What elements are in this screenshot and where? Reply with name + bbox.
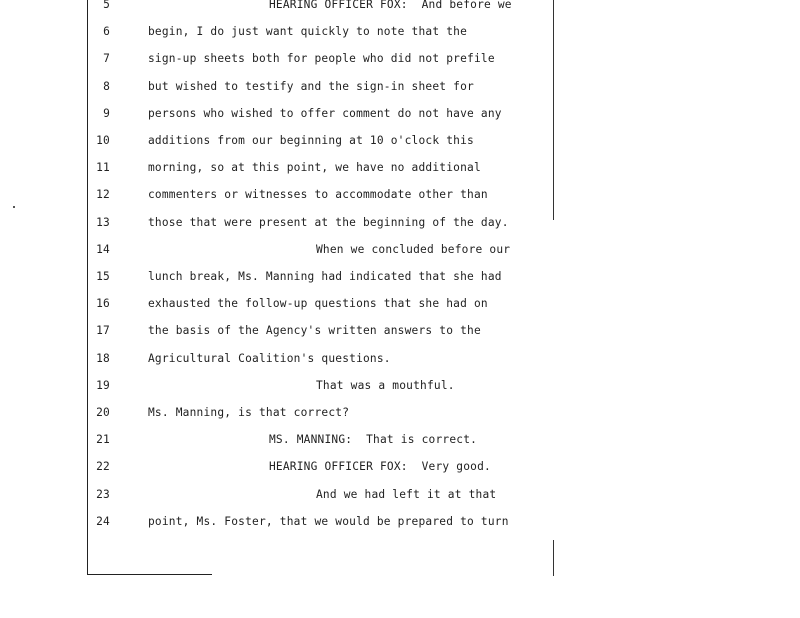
line-text: begin, I do just want quickly to note that the	[148, 25, 468, 39]
transcript-line	[0, 270, 800, 290]
line-text: lunch break, Ms. Manning had indicated that she had	[148, 270, 502, 283]
transcript-line	[0, 188, 800, 208]
line-text: Ms. Manning, is that correct?	[148, 406, 350, 419]
transcript-line	[0, 324, 800, 344]
transcript-line	[0, 488, 800, 508]
line-text: morning, so at this point, we have no additional	[148, 161, 481, 175]
line-number: 10	[96, 134, 110, 147]
line-text: And we had left it at that	[316, 487, 497, 501]
line-number: 13	[96, 215, 110, 229]
line-number: 15	[96, 270, 110, 283]
bottom-rule	[87, 574, 212, 575]
transcript-line	[0, 161, 800, 181]
line-text: HEARING OFFICER FOX: Very good.	[269, 460, 491, 474]
line-text: the basis of the Agency's written answers to the	[148, 324, 481, 338]
transcript-line	[0, 107, 800, 127]
line-text: commenters or witnesses to accommodate other than	[148, 188, 488, 202]
line-number: 19	[96, 378, 110, 392]
line-number: 9	[103, 106, 110, 120]
line-text: When we concluded before our	[316, 242, 511, 256]
line-number: 24	[96, 514, 110, 528]
line-text: MS. MANNING: That is correct.	[269, 433, 478, 447]
right-margin-rule-lower	[553, 540, 554, 576]
transcript-line	[0, 406, 800, 426]
transcript-line	[0, 352, 800, 372]
line-number: 6	[103, 25, 110, 39]
transcript-line	[0, 134, 800, 154]
line-number: 22	[96, 460, 110, 474]
line-number: 11	[96, 161, 110, 175]
line-number: 7	[103, 52, 110, 66]
line-text: exhausted the follow-up questions that she had on	[148, 297, 488, 311]
line-number: 20	[96, 406, 110, 419]
line-text: those that were present at the beginning of the day.	[148, 215, 509, 229]
transcript-line	[0, 52, 800, 72]
transcript-line	[0, 433, 800, 453]
line-number: 18	[96, 351, 110, 365]
line-text: additions from our beginning at 10 o'clock this	[148, 134, 474, 147]
line-number: 14	[96, 242, 110, 256]
transcript-line	[0, 216, 800, 236]
transcript-line	[0, 0, 800, 18]
line-number: 12	[96, 188, 110, 202]
line-number: 16	[96, 297, 110, 311]
transcript-line	[0, 80, 800, 100]
transcript-line	[0, 460, 800, 480]
line-text: persons who wished to offer comment do not have any	[148, 106, 502, 120]
line-number: 23	[96, 487, 110, 501]
line-text: but wished to testify and the sign-in sheet for	[148, 79, 474, 93]
line-text: HEARING OFFICER FOX: And before we	[269, 0, 512, 11]
line-text: That was a mouthful.	[316, 378, 455, 392]
line-text: point, Ms. Foster, that we would be prepared to turn	[148, 514, 509, 528]
transcript-line	[0, 515, 800, 535]
line-text: sign-up sheets both for people who did not prefile	[148, 52, 495, 66]
transcript-line	[0, 379, 800, 399]
line-number: 5	[103, 0, 110, 11]
line-number: 8	[103, 79, 110, 93]
transcript-line	[0, 297, 800, 317]
line-number: 17	[96, 324, 110, 338]
line-text: Agricultural Coalition's questions.	[148, 351, 391, 365]
transcript-line	[0, 25, 800, 45]
line-number: 21	[96, 433, 110, 447]
transcript-line	[0, 243, 800, 263]
